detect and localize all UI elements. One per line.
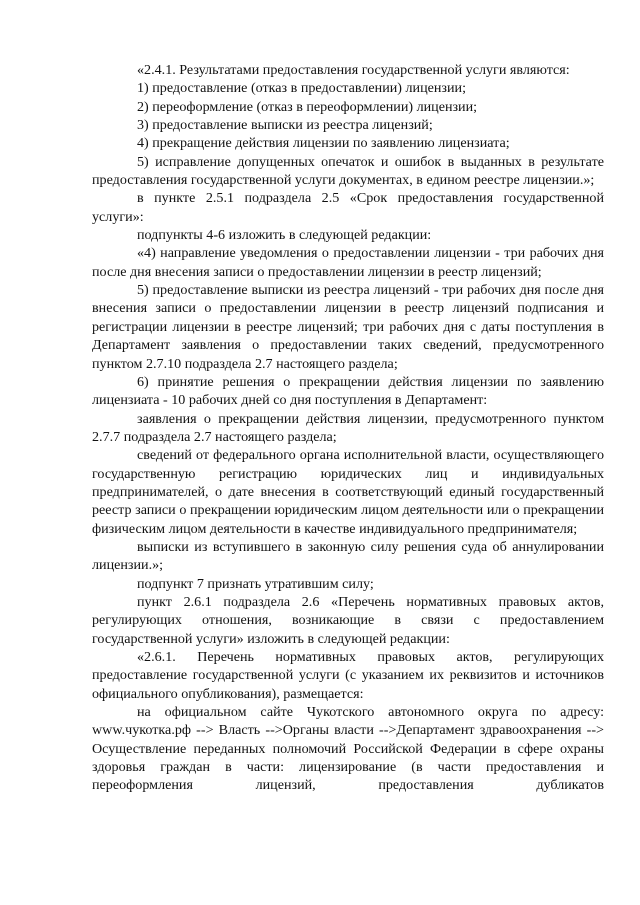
list-item-1: 1) предоставление (отказ в предоставлении) лицензии; (137, 80, 466, 97)
subitem-5: 5) предоставление выписки из реестра лицензий - три рабочих дня после дня внесения записи о предоставлении лицензии в реестр лицензий подписания и регистрации лицензии в реестре лицензий; три рабочих дня с даты поступления в Департамент заявления о предоставлении таких сведений, предусмотренного пунктом 2.7.10 подраздела 2.7 настоящего раздела; (92, 282, 604, 372)
subitem-6-application: заявления о прекращении действия лицензии, предусмотренного пунктом 2.7.7 подраздела 2.7 настоящего раздела; (92, 410, 604, 445)
list-item-5: 5) исправление допущенных опечаток и ошибок в выданных в результате предоставления государственной услуги документах, в едином реестре лицензии.»; (92, 153, 604, 189)
subitem-6: 6) принятие решения о прекращении действия лицензии по заявлению лицензиата - 10 рабочих дней со дня поступления в Департамент: (92, 373, 604, 409)
paragraph-subitems-4-6: подпункты 4-6 изложить в следующей редакции: (137, 227, 432, 244)
list-item-3: 3) предоставление выписки из реестра лицензий; (137, 117, 433, 134)
document-body (92, 61, 604, 795)
paragraph-2-4-1-heading: «2.4.1. Результатами предоставления государственной услуги являются: (137, 62, 570, 78)
paragraph-2-6-1-intro: пункт 2.6.1 подраздела 2.6 «Перечень нормативных правовых актов, регулирующих отношения, возникающие в связи с предоставлением государственной услуги» изложить в следующей редакции: (92, 593, 604, 647)
paragraph-2-6-1: «2.6.1. Перечень нормативных правовых актов, регулирующих предоставление государственной услуги (с указанием их реквизитов и источников официального опубликования), размещается: (92, 649, 604, 702)
list-item-2: 2) переоформление (отказ в переоформлении) лицензии; (137, 98, 478, 115)
list-item-4: 4) прекращение действия лицензии по заявлению лицензиата; (137, 135, 510, 152)
paragraph-website: на официальном сайте Чукотского автономного округа по адресу: www.чукотка.рф --> Власть -->Органы власти -->Департамент здравоохранения --> Осуществление переданных полномочий Российской Федерации в сфере охраны здоровья граждан в части: лицензирование (в части предоставления и переоформления лицензий, предоставления дубликатов (92, 704, 604, 794)
subitem-6-federal-info: сведений от федерального органа исполнительной власти, осуществляющего государственную регистрацию юридических лиц и индивидуальных предпринимателей, о дате внесения в соответствующий единый государственный реестр записи о прекращении юридическим лицом деятельности или о прекращении физическим лицом деятельности в качестве индивидуального предпринимателя; (92, 447, 604, 537)
subitem-7-repeal: подпункт 7 признать утратившим силу; (137, 575, 374, 592)
paragraph-2-5-1: в пункте 2.5.1 подраздела 2.5 «Срок предоставления государственной услуги»: (92, 190, 604, 225)
subitem-6-court-extract: выписки из вступившего в законную силу решения суда об аннулировании лицензии.»; (92, 538, 604, 574)
subitem-4: «4) направление уведомления о предоставлении лицензии - три рабочих дня после дня внесения записи о предоставлении лицензии в реестр лицензий; (92, 245, 604, 280)
